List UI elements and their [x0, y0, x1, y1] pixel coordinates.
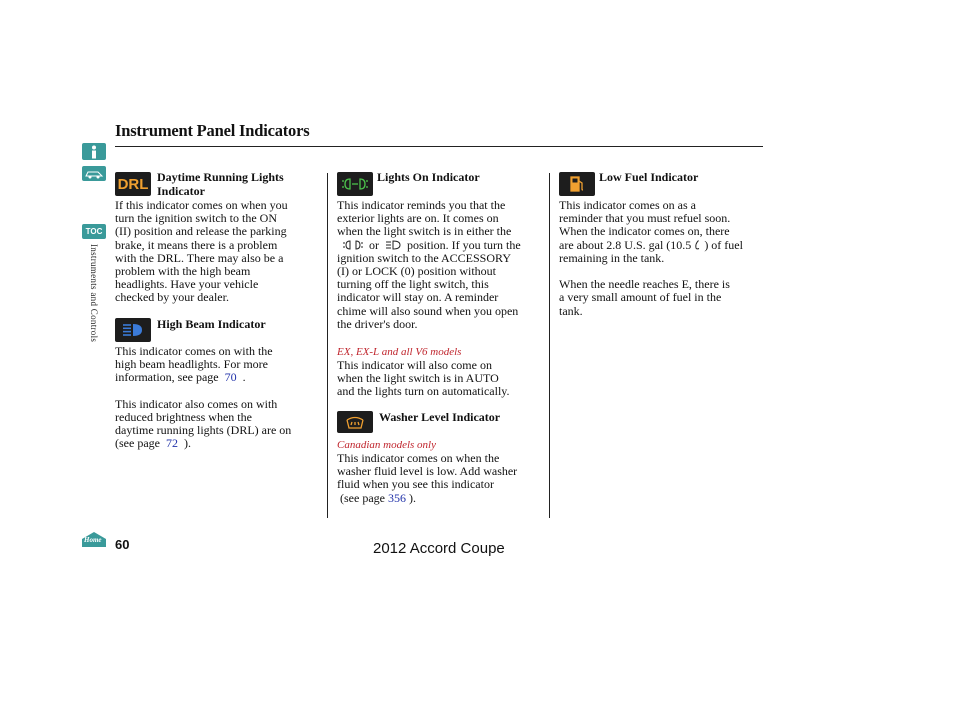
toc-button[interactable]: [82, 224, 106, 239]
drl-indicator-icon: DRL: [115, 172, 151, 196]
high-beam-indicator-icon: [115, 318, 151, 342]
home-button[interactable]: [81, 531, 107, 548]
column-divider-1: [327, 173, 328, 518]
high-beam-text: This indicator comes on with the high beam headlights. For more information, see page 70 . This indicator also comes on with reduced brightness when the daytime running lights (DRL) are on (see page 72 ).: [115, 344, 292, 451]
low-fuel-heading: Low Fuel Indicator: [599, 170, 699, 184]
page-number: 60: [115, 537, 130, 552]
model-name: 2012 Accord Coupe: [373, 540, 505, 557]
lights-on-text: This indicator reminds you that the exterior lights are on. It comes on when the light switch is in either the or position. If you turn the ignition switch to the ACCESSORY (I) or LOCK (0) position without turning off the light switch, this indicator will stay on. A reminder chime will also sound when you open the driver's door.: [337, 198, 521, 331]
page-70-link[interactable]: 70: [224, 370, 237, 385]
washer-model-note: Canadian models only: [337, 439, 436, 451]
parking-lights-icon: [343, 240, 363, 250]
side-section-label: Instruments and Controls: [89, 244, 99, 343]
headlights-icon: [385, 240, 401, 250]
high-beam-heading: High Beam Indicator: [157, 317, 266, 331]
page-title: Instrument Panel Indicators: [115, 121, 310, 140]
washer-text: This indicator comes on when the washer fluid level is low. Add washer fluid when you see this indicator (see page 356 ).: [337, 451, 518, 505]
drl-text: If this indicator comes on when you turn the ignition switch to the ON (II) position and release the parking brake, it means there is a problem with the DRL. There may also be a problem with the high beam headlights. Have your vehicle checked by your dealer.: [115, 198, 288, 305]
column-divider-2: [549, 173, 550, 518]
low-fuel-indicator-icon: [559, 172, 595, 196]
washer-level-indicator-icon: [337, 411, 373, 433]
lights-on-model-note: EX, EX-L and all V6 models: [337, 346, 462, 358]
liter-symbol-icon: [694, 240, 701, 250]
washer-heading: Washer Level Indicator: [379, 410, 501, 424]
car-icon[interactable]: [82, 166, 106, 181]
lights-on-heading: Lights On Indicator: [377, 170, 480, 184]
page-72-link[interactable]: 72: [165, 436, 178, 451]
lights-on-auto-text: This indicator will also come on when the light switch is in AUTO and the lights turn on automatically.: [337, 358, 510, 399]
info-icon[interactable]: [82, 143, 106, 160]
title-rule: [115, 146, 763, 147]
page-356-link[interactable]: 356: [387, 490, 406, 505]
home-label: Home: [84, 536, 102, 544]
drl-heading: Daytime Running Lights Indicator: [157, 170, 284, 198]
lights-on-indicator-icon: [337, 172, 373, 196]
toc-label: TOC: [85, 227, 103, 236]
low-fuel-text: This indicator comes on as a reminder that you must refuel soon. When the indicator comes on, there are about 2.8 U.S. gal (10.5 ) of fuel remaining in the tank. When the needle reaches E, there is a very small amount of fuel in the tank.: [559, 198, 743, 318]
